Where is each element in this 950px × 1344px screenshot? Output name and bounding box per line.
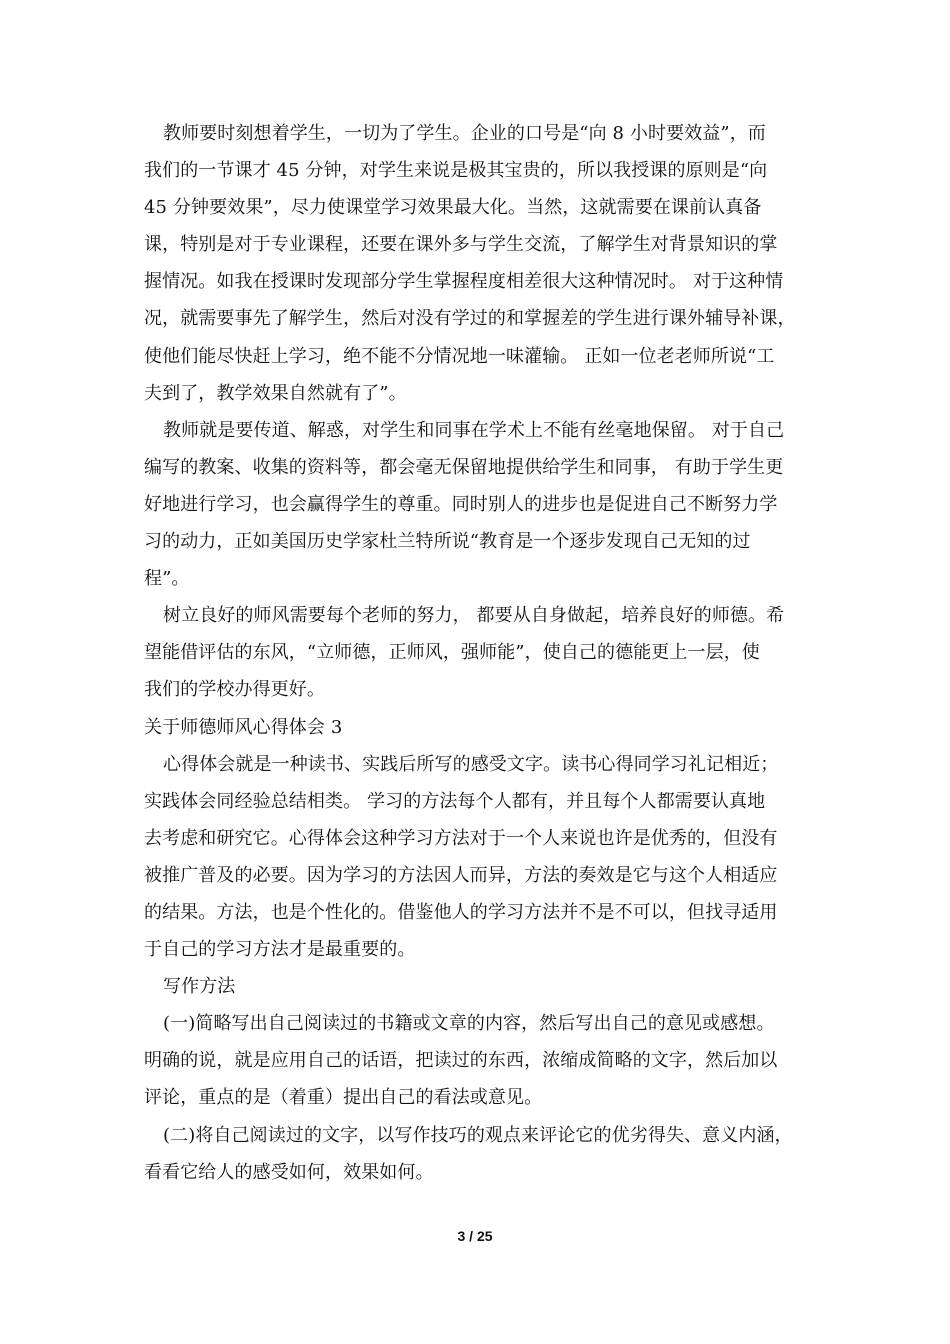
paragraph-line: 教师要时刻想着学生，一切为了学生。企业的口号是“向 8 小时要效益”，而 [163,123,766,144]
paragraph-line: (一)简略写出自己阅读过的书籍或文章的内容，然后写出自己的意见或感想。 [163,1013,775,1035]
paragraph-line: 课，特别是对于专业课程，还要在课外多与学生交流，了解学生对背景知识的掌 [144,234,778,256]
paragraph-line: 我们的一节课才 45 分钟，对学生来说是极其宝贵的，所以我授课的原则是“向 [144,160,768,182]
paragraph-line: 被推广普及的必要。因为学习的方法因人而异，方法的奏效是它与这个人相适应 [144,864,778,886]
paragraph-line: 编写的教案、收集的资料等，都会毫无保留地提供给学生和同事， 有助于学生更 [144,456,784,478]
subheading: 写作方法 [163,976,236,998]
section-heading: 关于师德师风心得体会 3 [144,716,343,738]
paragraph-line: 的结果。方法，也是个性化的。借鉴他人的学习方法并不是不可以，但找寻适用 [144,901,778,923]
paragraph-line: 程”。 [144,568,190,590]
paragraph-line: 去考虑和研究它。心得体会这种学习方法对于一个人来说也许是优秀的，但没有 [144,827,778,849]
paragraph-line: 况，就需要事先了解学生，然后对没有学过的和掌握差的学生进行课外辅导补课， [144,308,796,330]
paragraph-line: 夫到了，教学效果自然就有了”。 [144,382,407,404]
paragraph-line: 使他们能尽快赶上学习，绝不能不分情况地一味灌输。 正如一位老老师所说“工 [144,345,775,367]
paragraph-line: 好地进行学习，也会赢得学生的尊重。同时别人的进步也是促进自己不断努力学 [144,493,778,515]
paragraph-line: (二)将自己阅读过的文字，以写作技巧的观点来评论它的优劣得失、意义内涵， [163,1124,793,1146]
paragraph-line: 看看它给人的感受如何，效果如何。 [144,1161,434,1183]
paragraph-line: 实践体会同经验总结相类。 学习的方法每个人都有，并且每个人都需要认真地 [144,790,766,812]
paragraph-line: 树立良好的师风需要每个老师的努力， 都要从自身做起，培养良好的师德。希 [163,605,785,627]
paragraph-line: 望能借评估的东风，“立师德，正师风，强师能”，使自己的德能更上一层，使 [144,642,760,664]
paragraph-line: 明确的说，就是应用自己的话语，把读过的东西，浓缩成简略的文字，然后加以 [144,1050,778,1072]
document-body [144,115,814,1191]
paragraph-line: 习的动力，正如美国历史学家杜兰特所说“教育是一个逐步发现自己无知的过 [144,531,751,553]
paragraph-line: 握情况。如我在授课时发现部分学生掌握程度相差很大这种情况时。 对于这种情 [144,271,784,293]
paragraph-line: 教师就是要传道、解惑，对学生和同事在学术上不能有丝毫地保留。 对于自己 [163,419,785,441]
paragraph-line: 于自己的学习方法才是最重要的。 [144,939,416,961]
paragraph-line: 心得体会就是一种读书、实践后所写的感受文字。读书心得同学习礼记相近； [163,753,779,775]
paragraph-line: 我们的学校办得更好。 [144,679,325,701]
page-number: 3 / 25 [457,1228,493,1244]
paragraph-line: 45 分钟要效果”，尽力使课堂学习效果最大化。当然，这就需要在课前认真备 [144,197,762,219]
paragraph-line: 评论，重点的是（着重）提出自己的看法或意见。 [144,1087,543,1109]
